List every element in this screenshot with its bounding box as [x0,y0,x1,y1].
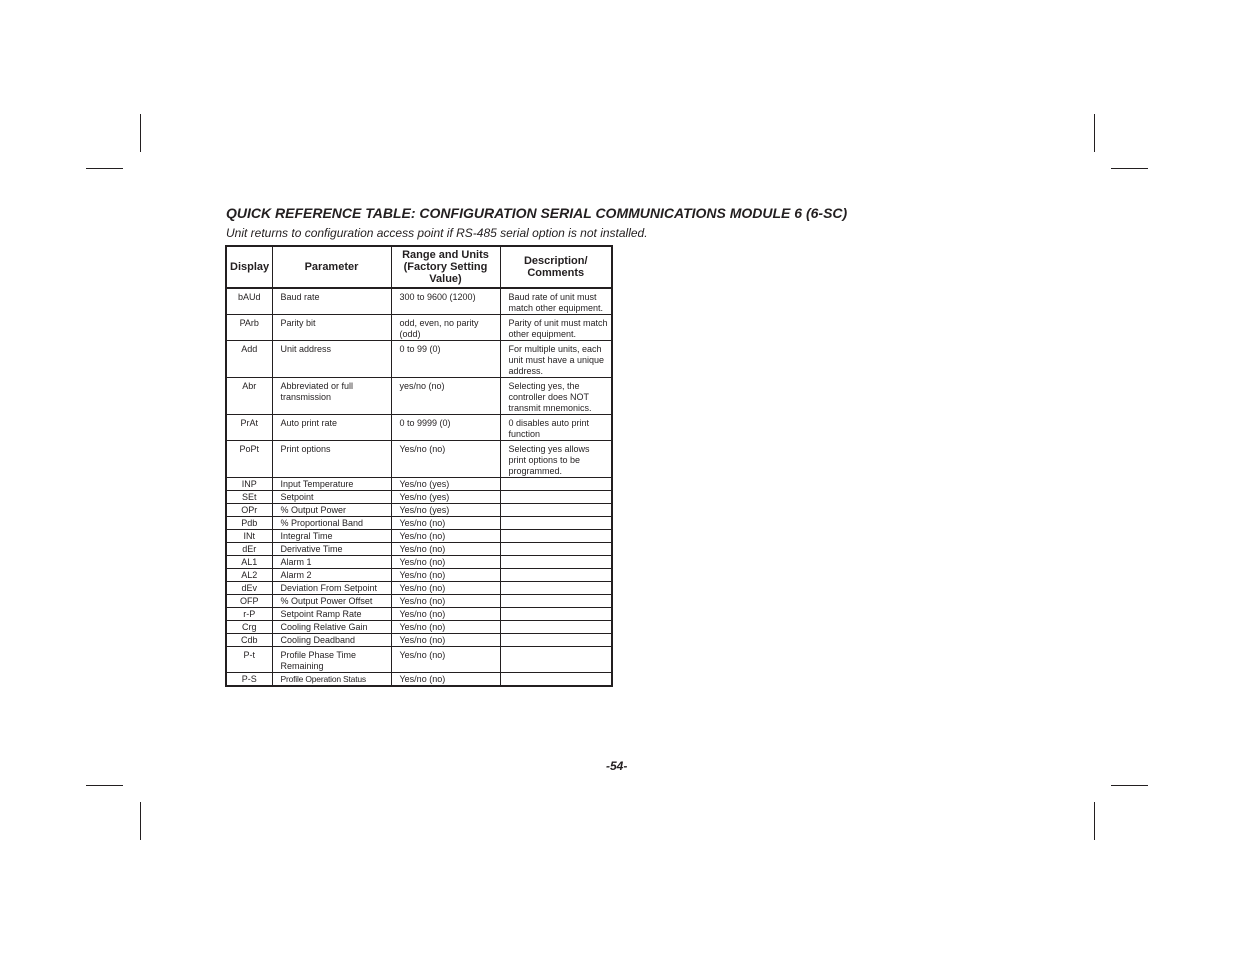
page-subtitle: Unit returns to configuration access point if RS-485 serial option is not installed. [226,226,648,240]
table-row [226,673,612,687]
range-cell: Yes/no (no) [391,608,500,621]
range-cell: Yes/no (no) [391,634,500,647]
table-row [226,315,612,341]
parameter-cell: Cooling Deadband [272,634,391,647]
parameter-cell: Abbreviated or full transmission [272,378,391,415]
display-cell: PoPt [226,441,272,478]
parameter-cell: % Output Power Offset [272,595,391,608]
parameter-cell: % Proportional Band [272,517,391,530]
display-cell: AL2 [226,569,272,582]
comments-cell [500,673,612,687]
table-row [226,341,612,378]
display-cell: P-t [226,647,272,673]
comments-cell [500,647,612,673]
comments-cell [500,478,612,491]
range-cell: Yes/no (yes) [391,504,500,517]
table-row [226,608,612,621]
page-title: QUICK REFERENCE TABLE: CONFIGURATION SERIAL COMMUNICATIONS MODULE 6 (6-SC) [226,205,848,221]
column-header-comments: Description/ Comments [500,246,612,288]
parameter-cell: % Output Power [272,504,391,517]
quick-reference-table [225,245,613,687]
table-row [226,378,612,415]
display-cell: Add [226,341,272,378]
display-cell: AL1 [226,556,272,569]
crop-mark [86,785,123,786]
table-row [226,441,612,478]
table-row [226,582,612,595]
range-cell: Yes/no (no) [391,595,500,608]
table-row [226,504,612,517]
table-row [226,530,612,543]
comments-cell: Parity of unit must match other equipment. [500,315,612,341]
parameter-cell: Baud rate [272,288,391,315]
range-cell: Yes/no (no) [391,517,500,530]
parameter-cell: Profile Phase Time Remaining [272,647,391,673]
display-cell: SEt [226,491,272,504]
crop-mark [1094,114,1095,152]
parameter-cell: Setpoint [272,491,391,504]
comments-cell [500,569,612,582]
table-row [226,478,612,491]
parameter-cell: Integral Time [272,530,391,543]
comments-cell [500,608,612,621]
range-cell: Yes/no (no) [391,556,500,569]
comments-cell [500,491,612,504]
table-row [226,621,612,634]
range-cell: Yes/no (no) [391,441,500,478]
display-cell: Abr [226,378,272,415]
display-cell: P-S [226,673,272,687]
display-cell: PArb [226,315,272,341]
comments-cell [500,582,612,595]
parameter-cell: Derivative Time [272,543,391,556]
display-cell: PrAt [226,415,272,441]
comments-cell [500,634,612,647]
table-row [226,634,612,647]
display-cell: INP [226,478,272,491]
range-cell: Yes/no (yes) [391,478,500,491]
column-header-range: Range and Units (Factory Setting Value) [391,246,500,288]
crop-mark [1111,785,1148,786]
comments-cell [500,621,612,634]
display-cell: r-P [226,608,272,621]
column-header-parameter: Parameter [272,246,391,288]
display-cell: bAUd [226,288,272,315]
page-number: -54- [606,759,628,773]
crop-mark [1094,802,1095,840]
table-row [226,415,612,441]
table-row [226,556,612,569]
crop-mark [1111,168,1148,169]
display-cell: OPr [226,504,272,517]
display-cell: Pdb [226,517,272,530]
range-cell: Yes/no (no) [391,569,500,582]
range-cell: 0 to 9999 (0) [391,415,500,441]
range-cell: Yes/no (no) [391,543,500,556]
parameter-cell: Print options [272,441,391,478]
comments-cell: 0 disables auto print function [500,415,612,441]
range-cell: Yes/no (no) [391,582,500,595]
parameter-cell: Setpoint Ramp Rate [272,608,391,621]
parameter-cell: Input Temperature [272,478,391,491]
range-cell: Yes/no (no) [391,621,500,634]
range-cell: Yes/no (no) [391,673,500,687]
column-header-display: Display [226,246,272,288]
table-row [226,517,612,530]
parameter-cell: Parity bit [272,315,391,341]
range-cell: Yes/no (no) [391,530,500,543]
display-cell: Crg [226,621,272,634]
table-row [226,543,612,556]
range-cell: 0 to 99 (0) [391,341,500,378]
display-cell: dEr [226,543,272,556]
table-row [226,647,612,673]
range-cell: yes/no (no) [391,378,500,415]
crop-mark [86,168,123,169]
crop-mark [140,802,141,840]
comments-cell: For multiple units, each unit must have a unique address. [500,341,612,378]
range-cell: 300 to 9600 (1200) [391,288,500,315]
comments-cell [500,530,612,543]
table-row [226,491,612,504]
table-row [226,569,612,582]
parameter-cell: Profile Operation Status [272,673,391,687]
crop-mark [140,114,141,152]
range-cell: Yes/no (no) [391,647,500,673]
display-cell: dEv [226,582,272,595]
parameter-cell: Auto print rate [272,415,391,441]
parameter-cell: Alarm 1 [272,556,391,569]
comments-cell: Selecting yes, the controller does NOT transmit mnemonics. [500,378,612,415]
comments-cell [500,517,612,530]
comments-cell [500,595,612,608]
parameter-cell: Deviation From Setpoint [272,582,391,595]
table-row [226,595,612,608]
display-cell: OFP [226,595,272,608]
range-cell: Yes/no (yes) [391,491,500,504]
parameter-cell: Alarm 2 [272,569,391,582]
comments-cell [500,504,612,517]
comments-cell [500,556,612,569]
table-header-row [226,246,612,288]
comments-cell: Baud rate of unit must match other equipment. [500,288,612,315]
range-cell: odd, even, no parity (odd) [391,315,500,341]
comments-cell [500,543,612,556]
display-cell: INt [226,530,272,543]
table-row [226,288,612,315]
parameter-cell: Unit address [272,341,391,378]
parameter-cell: Cooling Relative Gain [272,621,391,634]
display-cell: Cdb [226,634,272,647]
comments-cell: Selecting yes allows print options to be programmed. [500,441,612,478]
